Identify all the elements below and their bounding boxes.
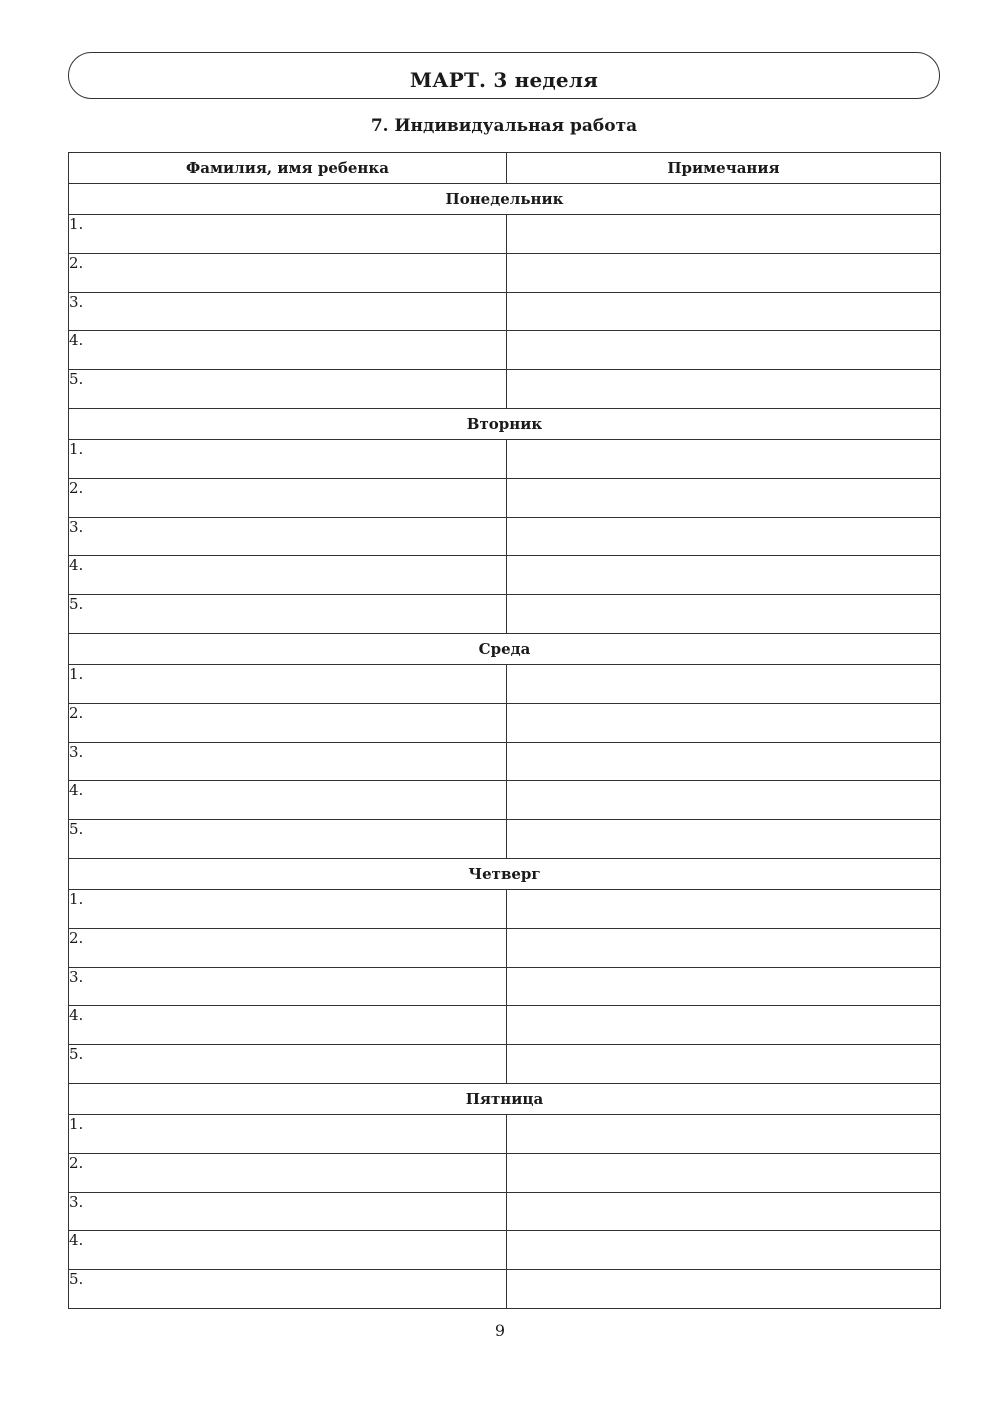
table-row bbox=[69, 253, 941, 292]
notes-cell[interactable] bbox=[507, 556, 941, 595]
day-heading: Пятница bbox=[69, 1083, 941, 1114]
notes-cell[interactable] bbox=[507, 439, 941, 478]
table-row bbox=[69, 595, 941, 634]
notes-cell[interactable] bbox=[507, 331, 941, 370]
child-name-cell[interactable]: 1. bbox=[69, 1114, 507, 1153]
day-row bbox=[69, 184, 941, 215]
table-row bbox=[69, 928, 941, 967]
child-name-cell[interactable]: 1. bbox=[69, 664, 507, 703]
day-heading: Среда bbox=[69, 633, 941, 664]
child-name-cell[interactable]: 5. bbox=[69, 370, 507, 409]
table-body bbox=[69, 184, 941, 1309]
child-name-cell[interactable]: 3. bbox=[69, 517, 507, 556]
child-name-cell[interactable]: 5. bbox=[69, 820, 507, 859]
table-header-row bbox=[69, 153, 941, 184]
page-title: МАРТ. 3 неделя bbox=[409, 67, 599, 92]
child-name-cell[interactable]: 2. bbox=[69, 478, 507, 517]
table-row bbox=[69, 1114, 941, 1153]
notes-cell[interactable] bbox=[507, 253, 941, 292]
table-row bbox=[69, 1231, 941, 1270]
notes-cell[interactable] bbox=[507, 742, 941, 781]
child-name-cell[interactable]: 3. bbox=[69, 292, 507, 331]
child-name-cell[interactable]: 2. bbox=[69, 928, 507, 967]
page-number: 9 bbox=[494, 1321, 506, 1340]
notes-cell[interactable] bbox=[507, 215, 941, 254]
section-title: 7. Индивидуальная работа bbox=[370, 116, 638, 136]
table-row bbox=[69, 703, 941, 742]
table-row bbox=[69, 967, 941, 1006]
day-heading: Четверг bbox=[69, 858, 941, 889]
table-row bbox=[69, 664, 941, 703]
child-name-cell[interactable]: 5. bbox=[69, 595, 507, 634]
individual-work-table bbox=[68, 152, 941, 1309]
notes-cell[interactable] bbox=[507, 664, 941, 703]
child-name-cell[interactable]: 3. bbox=[69, 967, 507, 1006]
day-row bbox=[69, 633, 941, 664]
table-row bbox=[69, 556, 941, 595]
notes-cell[interactable] bbox=[507, 1153, 941, 1192]
notes-cell[interactable] bbox=[507, 889, 941, 928]
table-row bbox=[69, 889, 941, 928]
notes-cell[interactable] bbox=[507, 967, 941, 1006]
notes-cell[interactable] bbox=[507, 517, 941, 556]
notes-cell[interactable] bbox=[507, 1192, 941, 1231]
child-name-cell[interactable]: 4. bbox=[69, 781, 507, 820]
notes-cell[interactable] bbox=[507, 292, 941, 331]
table-row bbox=[69, 1270, 941, 1309]
table-row bbox=[69, 478, 941, 517]
day-heading: Вторник bbox=[69, 408, 941, 439]
child-name-cell[interactable]: 2. bbox=[69, 253, 507, 292]
table-row bbox=[69, 742, 941, 781]
header-banner bbox=[68, 52, 940, 99]
notes-cell[interactable] bbox=[507, 595, 941, 634]
table-row bbox=[69, 331, 941, 370]
table-row bbox=[69, 292, 941, 331]
table-row bbox=[69, 820, 941, 859]
child-name-cell[interactable]: 4. bbox=[69, 1231, 507, 1270]
child-name-cell[interactable]: 3. bbox=[69, 1192, 507, 1231]
table-row bbox=[69, 1192, 941, 1231]
table-row bbox=[69, 370, 941, 409]
child-name-cell[interactable]: 2. bbox=[69, 1153, 507, 1192]
notes-cell[interactable] bbox=[507, 1270, 941, 1309]
notes-cell[interactable] bbox=[507, 1114, 941, 1153]
child-name-cell[interactable]: 1. bbox=[69, 889, 507, 928]
child-name-cell[interactable]: 5. bbox=[69, 1270, 507, 1309]
day-row bbox=[69, 408, 941, 439]
notes-cell[interactable] bbox=[507, 820, 941, 859]
child-name-cell[interactable]: 4. bbox=[69, 1006, 507, 1045]
notes-cell[interactable] bbox=[507, 703, 941, 742]
child-name-cell[interactable]: 2. bbox=[69, 703, 507, 742]
day-row bbox=[69, 1083, 941, 1114]
notes-cell[interactable] bbox=[507, 1045, 941, 1084]
child-name-cell[interactable]: 1. bbox=[69, 215, 507, 254]
table-row bbox=[69, 215, 941, 254]
notes-cell[interactable] bbox=[507, 478, 941, 517]
notes-cell[interactable] bbox=[507, 1231, 941, 1270]
child-name-cell[interactable]: 4. bbox=[69, 556, 507, 595]
day-heading: Понедельник bbox=[69, 184, 941, 215]
notes-cell[interactable] bbox=[507, 781, 941, 820]
table-row bbox=[69, 1006, 941, 1045]
day-row bbox=[69, 858, 941, 889]
child-name-cell[interactable]: 3. bbox=[69, 742, 507, 781]
child-name-cell[interactable]: 5. bbox=[69, 1045, 507, 1084]
notes-cell[interactable] bbox=[507, 1006, 941, 1045]
notes-cell[interactable] bbox=[507, 370, 941, 409]
table-row bbox=[69, 1045, 941, 1084]
column-header-child-name: Фамилия, имя ребенка bbox=[69, 153, 507, 184]
child-name-cell[interactable]: 4. bbox=[69, 331, 507, 370]
table-row bbox=[69, 517, 941, 556]
table-row bbox=[69, 439, 941, 478]
table-row bbox=[69, 1153, 941, 1192]
table-row bbox=[69, 781, 941, 820]
notes-cell[interactable] bbox=[507, 928, 941, 967]
column-header-notes: Примечания bbox=[507, 153, 941, 184]
child-name-cell[interactable]: 1. bbox=[69, 439, 507, 478]
